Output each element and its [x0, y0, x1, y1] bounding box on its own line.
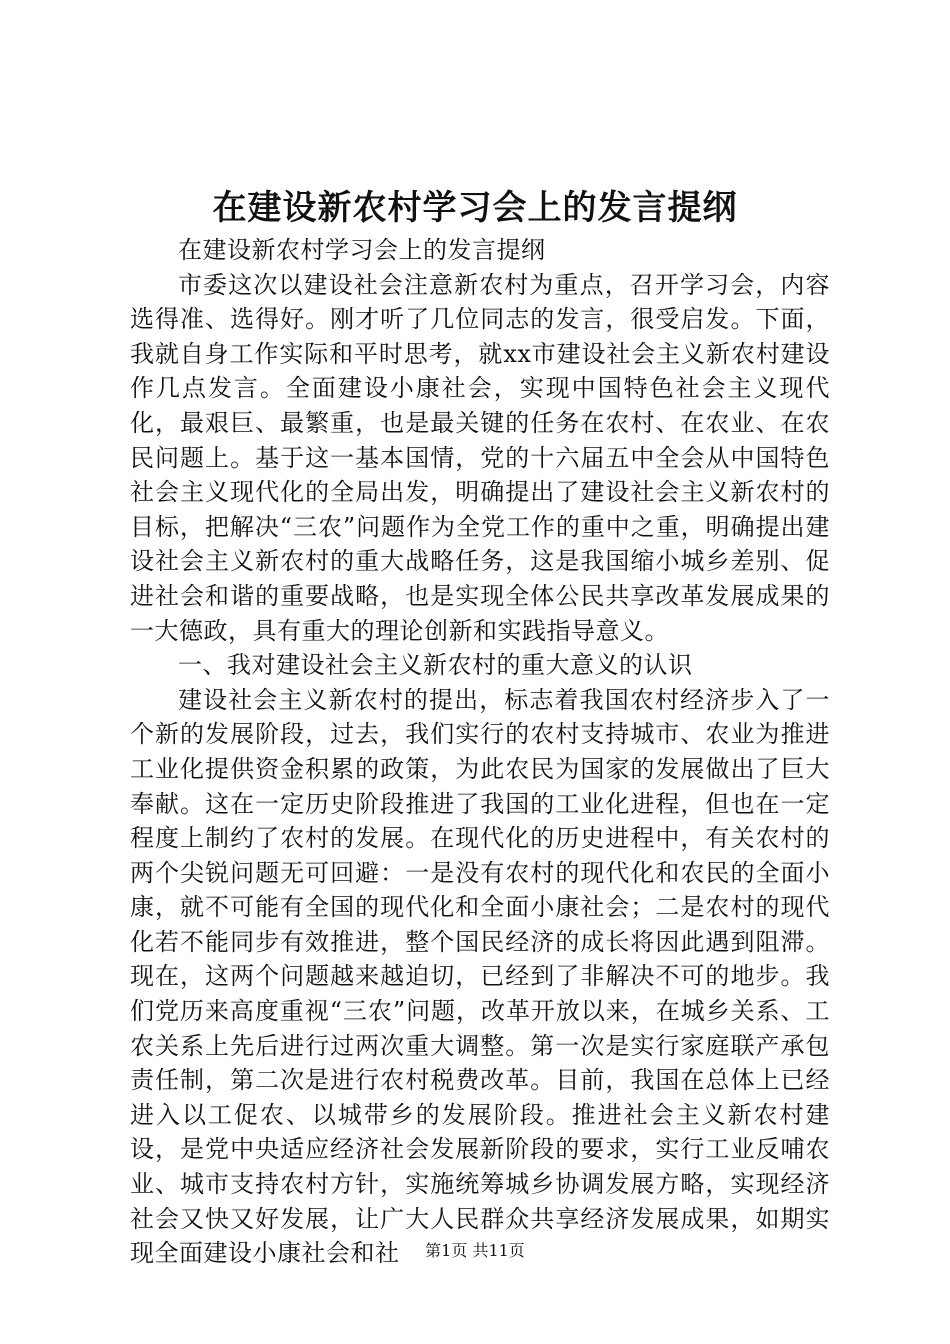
intro-paragraph: 市委这次以建设社会注意新农村为重点，召开学习会，内容选得准、选得好。刚才听了几位同志的发言，很受启发。下面，我就自身工作实际和平时思考，就xx市建设社会主义新农村建设作几点发言。全面建设小康社会，实现中国特色社会主义现代化，最艰巨、最繁重，也是最关键的任务在农村、在农业、在农民问题上。基于这一基本国情，党的十六届五中全会从中国特色社会主义现代化的全局出发，明确提出了建设社会主义新农村的目标，把解决“三农”问题作为全党工作的重中之重，明确提出建设社会主义新农村的重大战略任务，这是我国缩小城乡差别、促进社会和谐的重要战略，也是实现全体公民共享改革发展成果的一大德政，具有重大的理论创新和实践指导意义。 [130, 270, 830, 645]
document-body [130, 233, 830, 1271]
page-footer: 第1页 共11页 [425, 1241, 525, 1260]
body-paragraph: 建设社会主义新农村的提出，标志着我国农村经济步入了一个新的发展阶段，过去，我们实行的农村支持城市、农业为推进工业化提供资金积累的政策，为此农民为国家的发展做出了巨大奉献。这在一定历史阶段推进了我国的工业化进程，但也在一定程度上制约了农村的发展。在现代化的历史进程中，有关农村的两个尖锐问题无可回避：一是没有农村的现代化和农民的全面小康，就不可能有全国的现代化和全面小康社会；二是农村的现代化若不能同步有效推进，整个国民经济的成长将因此遇到阻滞。现在，这两个问题越来越迫切，已经到了非解决不可的地步。我们党历来高度重视“三农”问题，改革开放以来，在城乡关系、工农关系上先后进行过两次重大调整。第一次是实行家庭联产承包责任制，第二次是进行农村税费改革。目前，我国在总体上已经进入以工促农、以城带乡的发展阶段。推进社会主义新农村建设，是党中央适应经济社会发展新阶段的要求，实行工业反哺农业、城市支持农村方针，实施统筹城乡协调发展方略，实现经济社会又快又好发展，让广大人民群众共享经济发展成果，如期实现全面建设小康社会和社 [130, 685, 830, 1268]
section-heading: 一、我对建设社会主义新农村的重大意义的认识 [178, 651, 693, 680]
document-title: 在建设新农村学习会上的发言提纲 [212, 188, 738, 228]
subtitle-paragraph: 在建设新农村学习会上的发言提纲 [178, 236, 546, 264]
